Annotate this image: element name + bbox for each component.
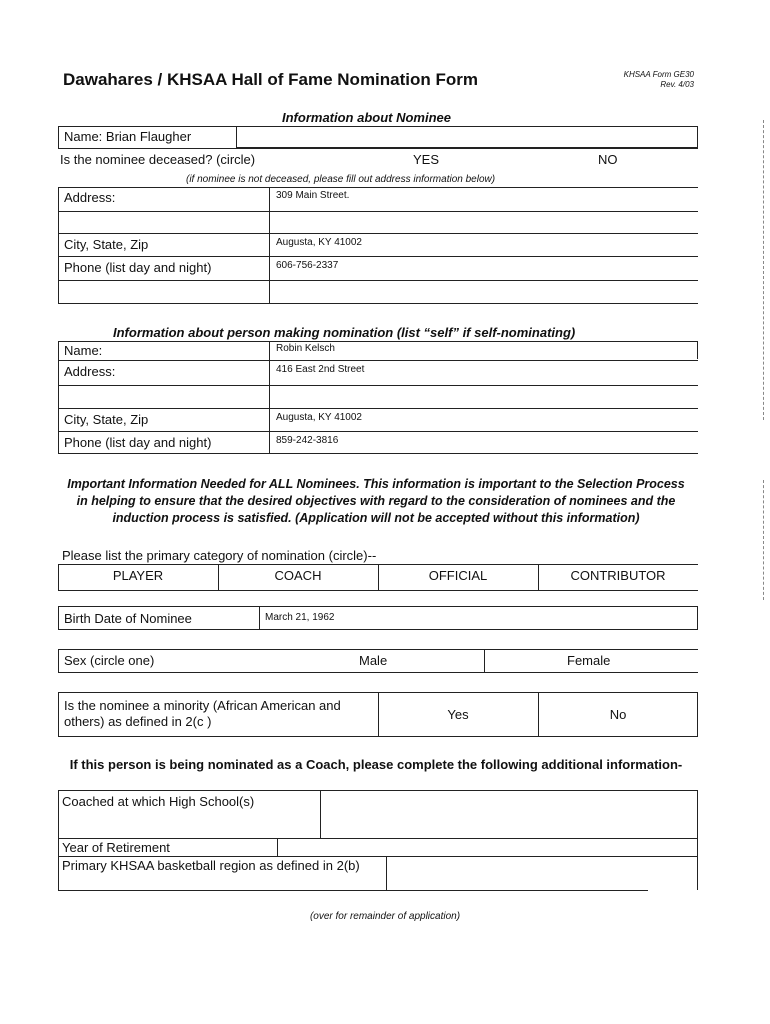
birth-date-value[interactable]: March 21, 1962 [265, 612, 335, 623]
nominee-city-label: City, State, Zip [64, 237, 149, 252]
category-player[interactable]: PLAYER [112, 568, 164, 583]
form-number: KHSAA Form GE30 [623, 70, 694, 79]
coach-region-label: Primary KHSAA basketball region as defined in 2(b) [62, 858, 360, 873]
nominator-name-value[interactable]: Robin Kelsch [276, 343, 335, 354]
nominee-phone-label: Phone (list day and night) [64, 260, 212, 275]
sex-label: Sex (circle one) [64, 653, 155, 668]
nominator-city-value[interactable]: Augusta, KY 41002 [276, 412, 362, 423]
nominator-section-title: Information about person making nomination (list “self” if self-nominating) [113, 325, 576, 340]
category-prompt: Please list the primary category of nomination (circle)-- [62, 548, 377, 563]
sex-female-option[interactable]: Female [567, 653, 611, 668]
coach-school-label: Coached at which High School(s) [62, 794, 255, 809]
nominee-city-value[interactable]: Augusta, KY 41002 [276, 237, 362, 248]
scan-edge-mark [763, 480, 764, 600]
deceased-yes-option[interactable]: YES [413, 152, 440, 167]
nominee-phone-value[interactable]: 606-756-2337 [276, 260, 339, 271]
minority-no-option[interactable]: No [609, 707, 627, 722]
sex-male-option[interactable]: Male [359, 653, 388, 668]
important-info-text: Important Information Needed for ALL Nominees. This information is important to the Selection Process in helping to ensure that the desired objectives with regard to the consideration of nominees and the induction process is satisfied. (Application will not be accepted without this information) [67, 477, 685, 525]
minority-label: Is the nominee a minority (African American and others) as defined in 2(c ) [64, 698, 341, 729]
nominator-name-label: Name: [64, 343, 103, 358]
nominator-city-label: City, State, Zip [64, 412, 149, 427]
coach-retirement-label: Year of Retirement [62, 840, 170, 855]
form-revision: Rev. 4/03 [660, 80, 694, 89]
category-official[interactable]: OFFICIAL [428, 568, 488, 583]
nominee-address-label: Address: [64, 190, 116, 205]
nominator-phone-label: Phone (list day and night) [64, 435, 212, 450]
footer-note: (over for remainder of application) [309, 911, 461, 922]
scan-edge-mark [763, 120, 764, 420]
form-title: Dawahares / KHSAA Hall of Fame Nomination Form [63, 70, 478, 89]
nominator-phone-value[interactable]: 859-242-3816 [276, 435, 339, 446]
nominator-address-value[interactable]: 416 East 2nd Street [276, 364, 365, 375]
birth-date-label: Birth Date of Nominee [64, 611, 192, 626]
minority-yes-option[interactable]: Yes [447, 707, 469, 722]
deceased-note: (if nominee is not deceased, please fill out address information below) [186, 174, 496, 185]
category-coach[interactable]: COACH [274, 568, 322, 583]
nominator-address-label: Address: [64, 364, 116, 379]
coach-section-header: If this person is being nominated as a Coach, please complete the following additional information- [69, 757, 683, 772]
nominee-section-title: Information about Nominee [282, 110, 451, 125]
nominee-name-label: Name: Brian Flaugher [64, 129, 192, 144]
deceased-no-option[interactable]: NO [598, 152, 618, 167]
deceased-label: Is the nominee deceased? (circle) [60, 152, 256, 167]
nominee-address-value[interactable]: 309 Main Street. [276, 190, 350, 201]
category-contributor[interactable]: CONTRIBUTOR [570, 568, 666, 583]
nominee-name-field[interactable] [236, 126, 698, 148]
form-id [600, 70, 694, 90]
